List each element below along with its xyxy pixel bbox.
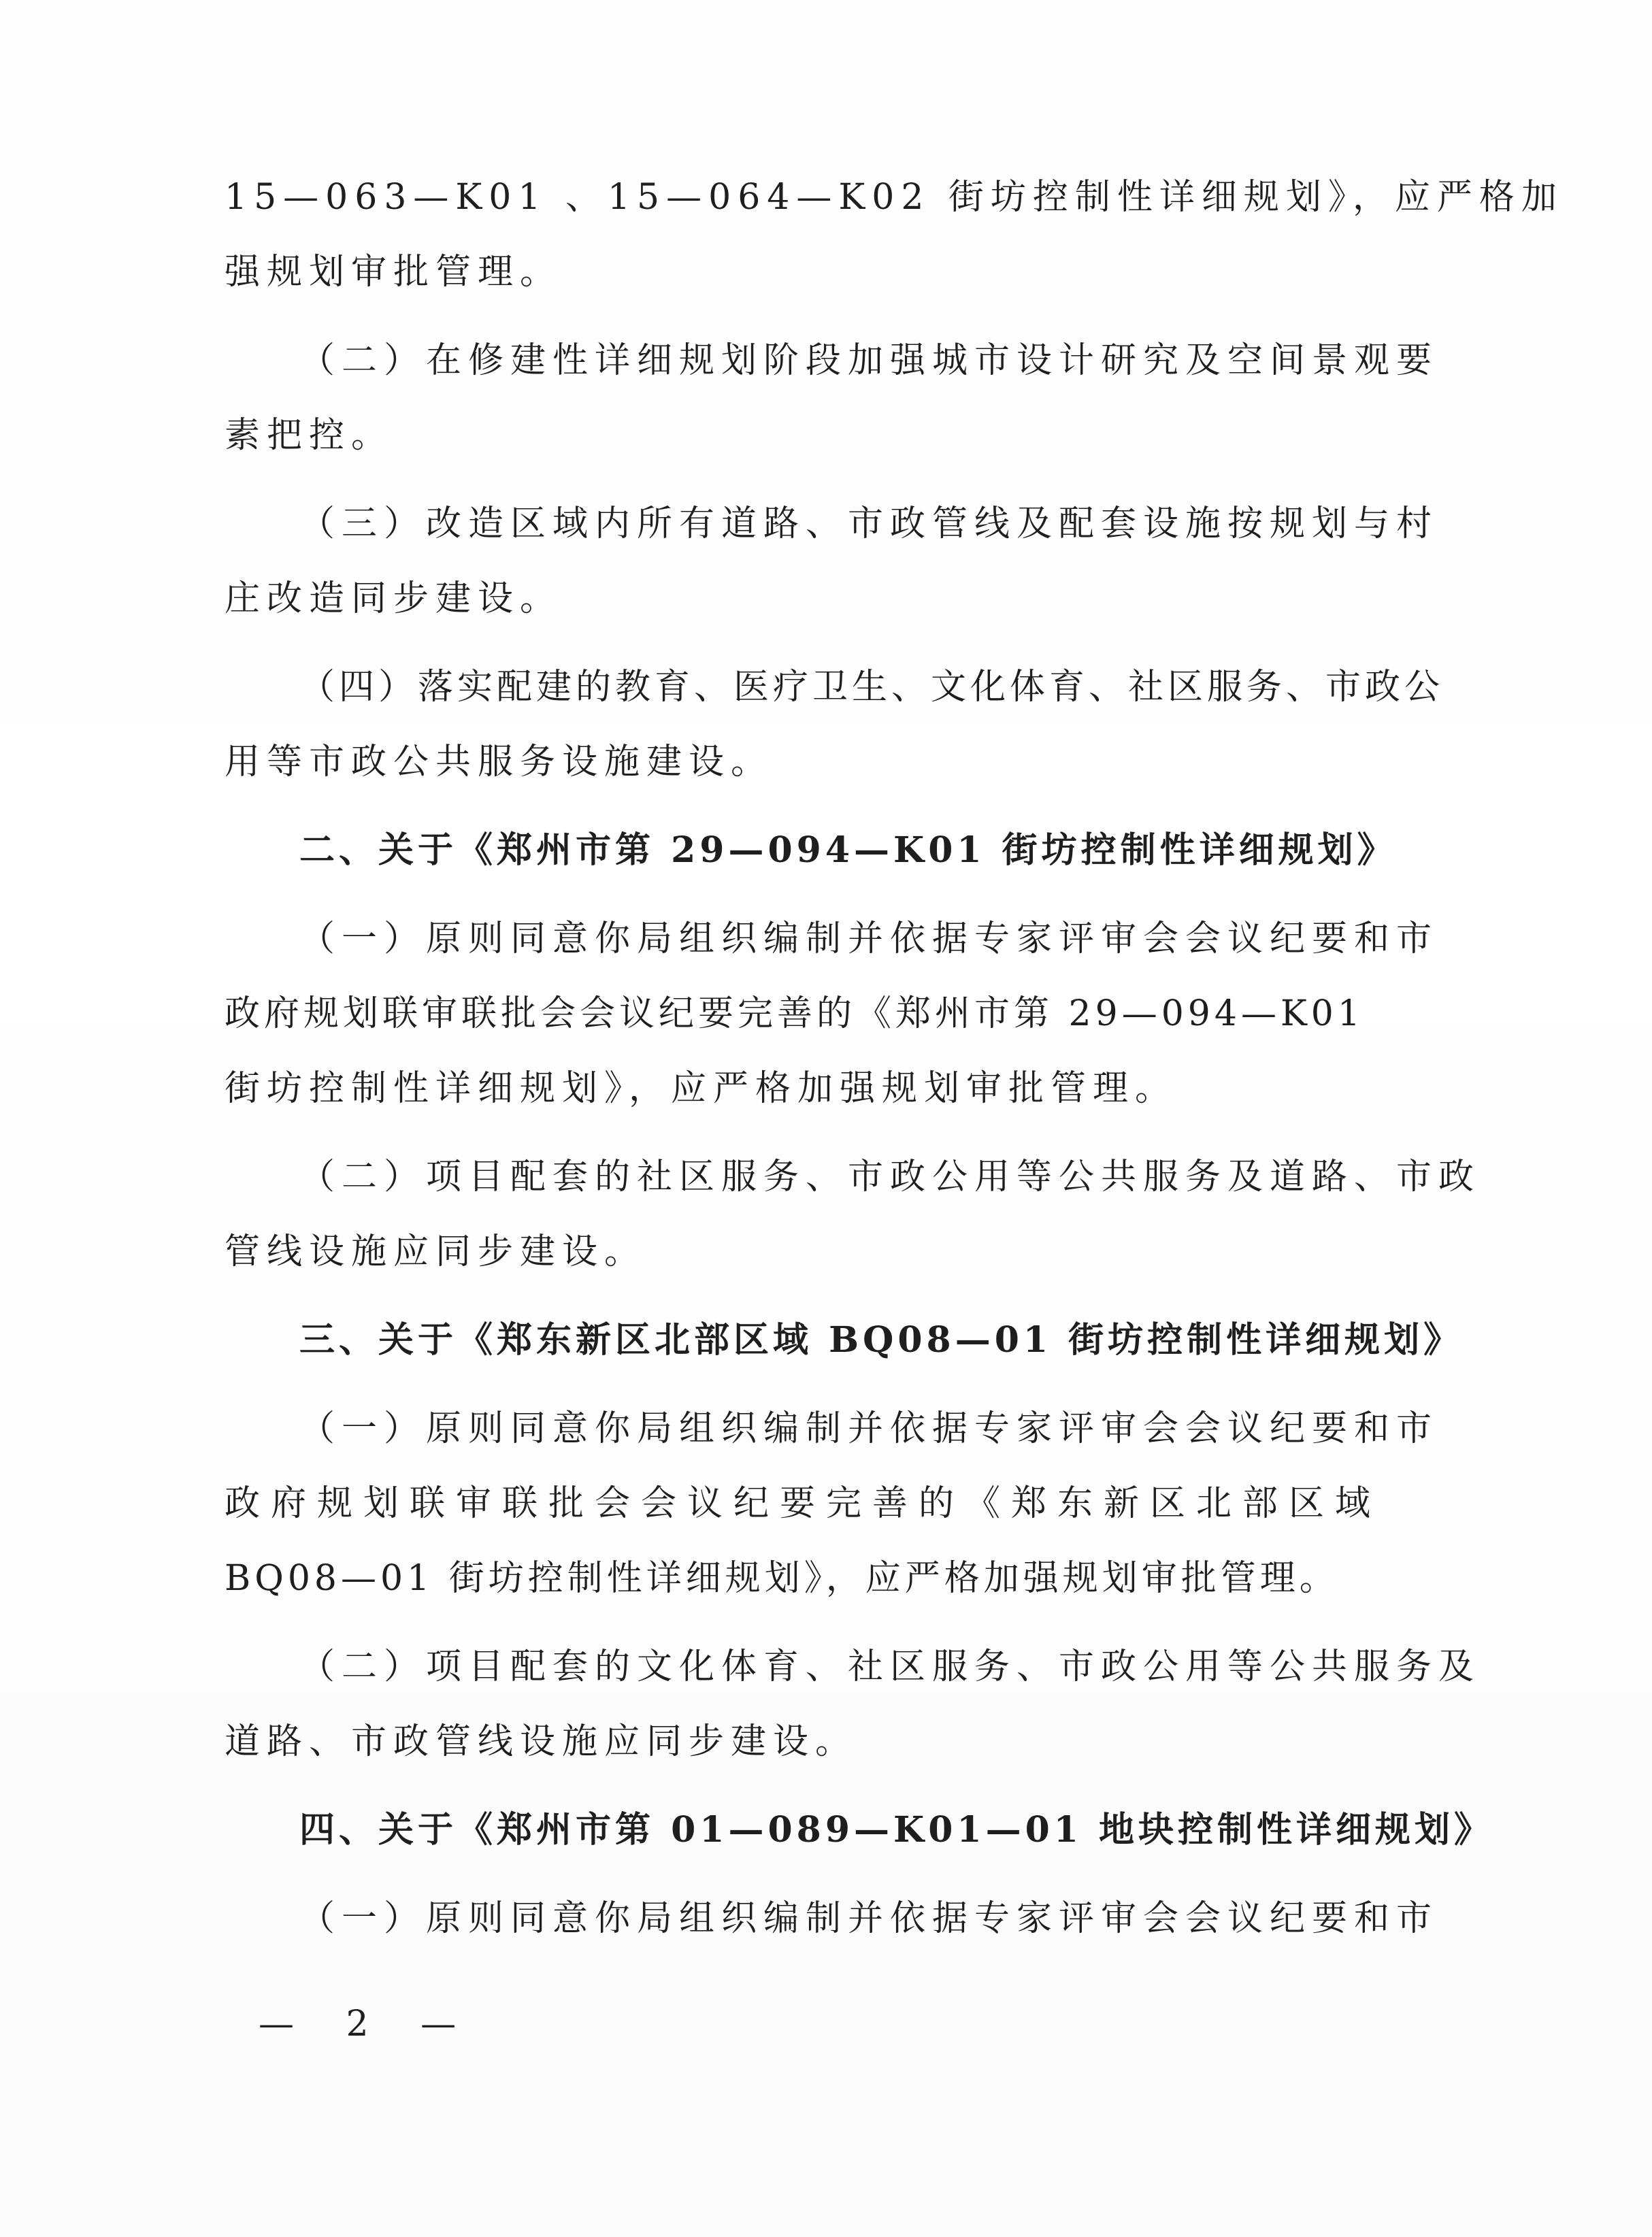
item-2-line-2: 素把控。 (225, 415, 394, 456)
section-2-item-2-line-2: 管线设施应同步建设。 (225, 1231, 647, 1272)
item-2-line-1: （二）在修建性详细规划阶段加强城市设计研究及空间景观要 (299, 340, 1439, 381)
section-3-item-1-line-2: 政府规划联审联批会会议纪要完善的《郑东新区北部区域 (225, 1483, 1382, 1524)
section-heading-3: 三、关于《郑东新区北部区域 BQ08—01 街坊控制性详细规划》 (299, 1319, 1464, 1361)
section-3-item-2-line-2: 道路、市政管线设施应同步建设。 (225, 1721, 858, 1762)
section-4-item-1-line-1: （一）原则同意你局组织编制并依据专家评审会会议纪要和市 (299, 1898, 1439, 1939)
body-line-1: 15—063—K01 、15—064—K02 街坊控制性详细规划》，应严格加 (225, 177, 1564, 218)
item-3-line-2: 庄改造同步建设。 (225, 578, 563, 619)
item-4-line-1: （四）落实配建的教育、医疗卫生、文化体育、社区服务、市政公 (299, 667, 1444, 708)
section-2-item-2-line-1: （二）项目配套的社区服务、市政公用等公共服务及道路、市政 (299, 1157, 1481, 1197)
section-heading-4: 四、关于《郑州市第 01—089—K01—01 地块控制性详细规划》 (299, 1809, 1494, 1851)
section-2-item-1-line-1: （一）原则同意你局组织编制并依据专家评审会会议纪要和市 (299, 918, 1439, 959)
section-heading-2: 二、关于《郑州市第 29—094—K01 街坊控制性详细规划》 (299, 829, 1397, 871)
section-2-item-1-line-2: 政府规划联审联批会会议纪要完善的《郑州市第 29—094—K01 (225, 993, 1364, 1034)
section-3-item-1-line-3: BQ08—01 街坊控制性详细规划》，应严格加强规划审批管理。 (225, 1558, 1339, 1599)
section-3-item-2-line-1: （二）项目配套的文化体育、社区服务、市政公用等公共服务及 (299, 1646, 1481, 1687)
item-3-line-1: （三）改造区域内所有道路、市政管线及配套设施按规划与村 (299, 503, 1439, 544)
item-4-line-2: 用等市政公共服务设施建设。 (225, 742, 774, 782)
body-line-2: 强规划审批管理。 (225, 252, 563, 293)
section-2-item-1-line-3: 街坊控制性详细规划》，应严格加强规划审批管理。 (225, 1068, 1178, 1109)
section-3-item-1-line-1: （一）原则同意你局组织编制并依据专家评审会会议纪要和市 (299, 1408, 1439, 1449)
page-number: — 2 — (259, 2004, 477, 2044)
